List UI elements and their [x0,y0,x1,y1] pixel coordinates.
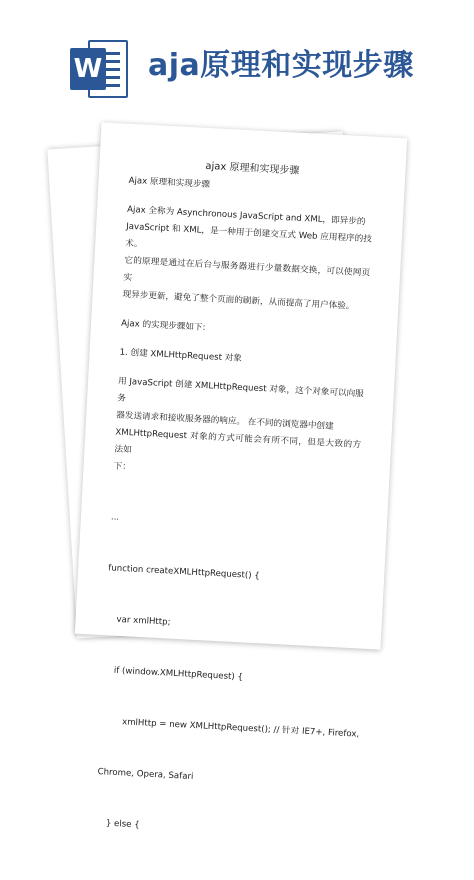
step-1-heading: 1. 创建 XMLHttpRequest 对象 [119,347,243,365]
document-banner [0,0,474,110]
text-line: 它的原理是通过在后台与服务器进行少量数据交换，可以使网页实 [123,255,371,284]
text-line: Ajax 全称为 Asynchronous JavaScript and XML，即异步的 [126,204,366,228]
document-content [93,154,376,879]
text-line: 器发送请求和接收服务器的响应。 在不同的浏览器中创建 [116,410,334,432]
word-document-icon [70,40,128,98]
text-line: 下： [113,461,132,473]
code-line: function createXMLHttpRequest() { [108,563,261,582]
code-line: ... [110,512,120,523]
document-subtitle: Ajax 原理和实现步骤 [128,175,211,191]
intro-paragraph [122,202,373,317]
code-block [93,475,359,878]
step-1-paragraph [113,374,364,489]
text-line: 现异步更新，避免了整个页面的刷新，从而提高了用户体验。 [122,289,355,312]
text-line: XMLHttpRequest 对象的方式可能会有所不同，但是大致的方法如 [114,427,362,456]
code-line: xmlHttp = new XMLHttpRequest(); // 针对 IE7+, Firefox, [100,716,360,740]
code-line: if (window.XMLHttpRequest) { [102,665,244,683]
code-line: Chrome, Opera, Safari [97,767,194,783]
code-line: var xmlHttp; [105,614,171,628]
code-line: } else { [94,817,140,831]
steps-heading: Ajax 的实现步骤如下: [120,318,206,334]
document-page [75,122,407,831]
banner-title: aja原理和实现步骤 [148,48,414,83]
document-title: ajax 原理和实现步骤 [205,160,300,177]
text-line: 用 JavaScript 创建 XMLHttpRequest 对象，这个对象可以向服务 [116,376,364,404]
text-line: JavaScript 和 XML，是一种用于创建交互式 Web 应用程序的技术。 [125,221,373,250]
word-icon-letter: W [70,48,106,90]
